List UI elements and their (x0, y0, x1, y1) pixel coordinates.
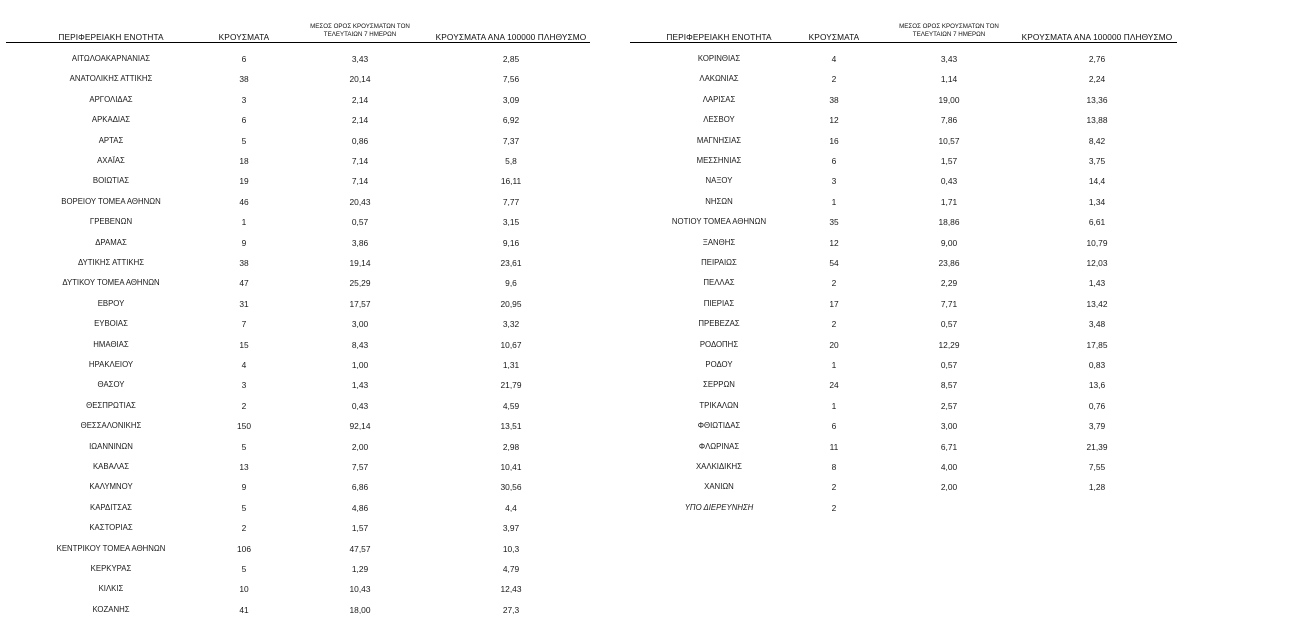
region-cell: ΠΕΛΛΑΣ (703, 278, 735, 288)
region-cell: ΥΠΟ ΔΙΕΡΕΥΝΗΣΗ (684, 502, 754, 512)
per100k-cell: 4,79 (502, 564, 520, 574)
region-cell: ΜΕΣΣΗΝΙΑΣ (696, 156, 742, 165)
region-cell: ΝΟΤΙΟΥ ΤΟΜΕΑ ΑΘΗΝΩΝ (671, 217, 767, 227)
region-cell: ΠΕΙΡΑΙΩΣ (701, 258, 737, 267)
region-cell: ΔΥΤΙΚΗΣ ΑΤΤΙΚΗΣ (77, 258, 145, 267)
region-cell: ΚΙΛΚΙΣ (98, 584, 124, 594)
cases-cell: 8 (831, 462, 837, 472)
region-cell: ΑΡΤΑΣ (98, 135, 124, 145)
per100k-cell: 10,79 (1086, 237, 1108, 248)
avg7-cell: 1,14 (940, 74, 958, 85)
cases-cell: 1 (831, 196, 837, 207)
per100k-cell: 7,55 (1088, 462, 1106, 472)
region-cell: ΦΘΙΩΤΙΔΑΣ (697, 421, 741, 431)
per100k-cell: 13,36 (1086, 94, 1108, 105)
avg7-cell: 19,14 (349, 258, 371, 268)
header-cases: ΚΡΟΥΣΜΑΤΑ (218, 32, 270, 42)
per100k-cell: 2,98 (502, 441, 520, 452)
per100k-cell: 13,42 (1086, 298, 1108, 309)
cases-cell: 9 (241, 237, 247, 248)
avg7-cell: 2,14 (351, 115, 369, 126)
region-cell: ΞΑΝΘΗΣ (702, 237, 736, 247)
avg7-cell: 1,43 (351, 380, 369, 391)
header-region: ΠΕΡΙΦΕΡΕΙΑΚΗ ΕΝΟΤΗΤΑ (58, 32, 164, 42)
per100k-cell: 3,09 (502, 94, 520, 105)
header-avg7-line1: ΜΕΣΟΣ ΟΡΟΣ ΚΡΟΥΣΜΑΤΩΝ ΤΟΝ (899, 23, 999, 30)
cases-cell: 2 (241, 400, 247, 411)
avg7-cell: 20,43 (349, 196, 371, 207)
cases-cell: 4 (241, 360, 247, 370)
avg7-cell: 4,86 (351, 502, 369, 513)
header-avg7-line2: ΤΕΛΕΥΤΑΙΩΝ 7 ΗΜΕΡΩΝ (912, 31, 986, 39)
region-cell: ΚΕΝΤΡΙΚΟΥ ΤΟΜΕΑ ΑΘΗΝΩΝ (56, 543, 166, 553)
per100k-cell: 12,03 (1086, 258, 1108, 268)
per100k-cell: 6,61 (1088, 217, 1106, 228)
region-cell: ΠΙΕΡΙΑΣ (703, 298, 735, 308)
avg7-cell: 3,00 (351, 319, 369, 330)
per100k-cell: 3,32 (502, 319, 520, 330)
per100k-cell: 1,43 (1088, 278, 1106, 289)
avg7-cell: 7,86 (940, 115, 958, 126)
region-cell: ΚΑΣΤΟΡΙΑΣ (89, 523, 133, 533)
avg7-cell: 0,57 (351, 217, 369, 228)
header-per100k: ΚΡΟΥΣΜΑΤΑ ΑΝΑ 100000 ΠΛΗΘΥΣΜΟ (435, 32, 587, 42)
region-cell: ΚΟΡΙΝΘΙΑΣ (697, 54, 741, 63)
avg7-cell: 1,57 (351, 523, 369, 534)
region-cell: ΚΟΖΑΝΗΣ (92, 604, 130, 614)
per100k-cell: 13,88 (1086, 115, 1108, 126)
cases-cell: 6 (241, 115, 247, 126)
cases-cell: 5 (241, 564, 247, 574)
avg7-cell: 8,43 (351, 339, 369, 350)
avg7-cell: 1,71 (940, 196, 958, 207)
avg7-cell: 18,86 (938, 217, 960, 228)
avg7-cell: 6,86 (351, 482, 369, 493)
per100k-cell: 21,79 (500, 380, 522, 391)
region-cell: ΝΑΞΟΥ (705, 176, 733, 186)
header-avg7-line2: ΤΕΛΕΥΤΑΙΩΝ 7 ΗΜΕΡΩΝ (323, 31, 397, 39)
per100k-cell: 12,43 (500, 584, 522, 595)
avg7-cell: 7,14 (351, 176, 369, 187)
cases-cell: 16 (829, 135, 839, 146)
cases-cell: 9 (241, 482, 247, 493)
per100k-cell: 14,4 (1088, 176, 1106, 187)
avg7-cell: 2,00 (940, 482, 958, 493)
per100k-cell: 8,42 (1088, 135, 1106, 146)
region-cell: ΚΑΡΔΙΤΣΑΣ (90, 502, 132, 512)
region-cell: ΚΑΛΥΜΝΟΥ (89, 482, 133, 492)
region-cell: ΒΟΙΩΤΙΑΣ (92, 176, 130, 186)
cases-cell: 7 (241, 319, 247, 330)
avg7-cell: 2,00 (351, 441, 369, 452)
per100k-cell: 0,83 (1088, 360, 1106, 370)
region-cell: ΦΛΩΡΙΝΑΣ (698, 441, 740, 451)
cases-cell: 47 (239, 278, 249, 289)
region-cell: ΑΧΑΪΑΣ (97, 156, 125, 165)
per100k-cell: 16,11 (500, 176, 522, 187)
avg7-cell: 7,14 (351, 156, 369, 166)
per100k-cell: 2,85 (502, 54, 520, 64)
avg7-cell: 0,43 (940, 176, 958, 187)
region-cell: ΧΑΝΙΩΝ (704, 482, 734, 492)
region-cell: ΓΡΕΒΕΝΩΝ (89, 217, 133, 227)
region-cell: ΣΕΡΡΩΝ (703, 380, 735, 390)
header-cases: ΚΡΟΥΣΜΑΤΑ (808, 32, 860, 42)
avg7-cell: 17,57 (349, 298, 371, 309)
avg7-cell: 23,86 (938, 258, 960, 268)
per100k-cell: 3,79 (1088, 421, 1106, 432)
cases-cell: 5 (241, 135, 247, 146)
region-cell: ΙΩΑΝΝΙΝΩΝ (89, 441, 133, 451)
region-cell: ΤΡΙΚΑΛΩΝ (699, 400, 739, 410)
per100k-cell: 0,76 (1088, 400, 1106, 411)
per100k-cell: 3,48 (1088, 319, 1106, 330)
region-cell: ΧΑΛΚΙΔΙΚΗΣ (695, 462, 742, 471)
header-region: ΠΕΡΙΦΕΡΕΙΑΚΗ ΕΝΟΤΗΤΑ (666, 32, 772, 42)
cases-cell: 31 (239, 298, 249, 309)
region-cell: ΝΗΣΩΝ (705, 196, 733, 206)
avg7-cell: 10,43 (349, 584, 371, 595)
avg7-cell: 8,57 (940, 380, 958, 391)
region-cell: ΡΟΔΟΠΗΣ (699, 339, 739, 349)
cases-cell: 20 (829, 339, 839, 350)
region-cell: ΘΕΣΣΑΛΟΝΙΚΗΣ (80, 421, 142, 431)
avg7-cell: 18,00 (349, 604, 371, 615)
cases-cell: 38 (239, 258, 249, 268)
avg7-cell: 9,00 (940, 237, 958, 248)
cases-cell: 2 (831, 74, 837, 85)
cases-cell: 2 (241, 523, 247, 534)
per100k-cell: 5,8 (505, 156, 517, 166)
cases-cell: 2 (831, 502, 837, 513)
header-avg7-line1: ΜΕΣΟΣ ΟΡΟΣ ΚΡΟΥΣΜΑΤΩΝ ΤΟΝ (310, 23, 410, 30)
cases-cell: 38 (239, 74, 249, 85)
cases-cell: 5 (241, 441, 247, 452)
region-cell: ΔΡΑΜΑΣ (95, 237, 127, 247)
per100k-cell: 23,61 (500, 258, 522, 268)
per100k-cell: 4,4 (505, 502, 517, 513)
region-cell: ΗΡΑΚΛΕΙΟΥ (88, 360, 134, 369)
cases-cell: 41 (239, 604, 249, 615)
avg7-cell: 3,86 (351, 237, 369, 248)
cases-cell: 106 (237, 543, 251, 554)
header-avg7 (298, 23, 422, 39)
avg7-cell: 92,14 (349, 421, 371, 432)
region-cell: ΘΑΣΟΥ (97, 380, 125, 390)
cases-cell: 3 (831, 176, 837, 187)
cases-cell: 2 (831, 482, 837, 493)
region-cell: ΡΟΔΟΥ (705, 360, 733, 369)
per100k-cell: 10,41 (500, 462, 522, 472)
region-cell: ΛΑΡΙΣΑΣ (702, 94, 736, 104)
per100k-cell: 3,75 (1088, 156, 1106, 166)
cases-cell: 12 (829, 115, 839, 126)
avg7-cell: 3,43 (351, 54, 369, 64)
region-cell: ΒΟΡΕΙΟΥ ΤΟΜΕΑ ΑΘΗΝΩΝ (61, 196, 161, 206)
per100k-cell: 3,15 (502, 217, 520, 228)
cases-cell: 15 (239, 339, 249, 350)
per100k-cell: 10,67 (500, 339, 522, 350)
region-cell: ΛΕΣΒΟΥ (703, 115, 735, 125)
cases-cell: 46 (239, 196, 249, 207)
header-rule (6, 42, 590, 43)
avg7-cell: 3,43 (940, 54, 958, 64)
cases-cell: 6 (831, 421, 837, 432)
avg7-cell: 2,57 (940, 400, 958, 411)
cases-cell: 1 (831, 360, 837, 370)
avg7-cell: 25,29 (349, 278, 371, 289)
avg7-cell: 3,00 (940, 421, 958, 432)
per100k-cell: 2,76 (1088, 54, 1106, 64)
cases-cell: 2 (831, 319, 837, 330)
avg7-cell: 7,71 (940, 298, 958, 309)
cases-cell: 17 (829, 298, 839, 309)
per100k-cell: 6,92 (502, 115, 520, 126)
avg7-cell: 4,00 (940, 462, 958, 472)
per100k-cell: 4,59 (502, 400, 520, 411)
avg7-cell: 6,71 (940, 441, 958, 452)
cases-cell: 38 (829, 94, 839, 105)
region-cell: ΛΑΚΩΝΙΑΣ (699, 74, 739, 84)
region-cell: ΠΡΕΒΕΖΑΣ (698, 319, 740, 329)
cases-cell: 19 (239, 176, 249, 187)
avg7-cell: 2,14 (351, 94, 369, 105)
region-cell: ΘΕΣΠΡΩΤΙΑΣ (86, 400, 136, 410)
cases-cell: 13 (239, 462, 249, 472)
avg7-cell: 7,57 (351, 462, 369, 472)
cases-cell: 1 (241, 217, 247, 228)
per100k-cell: 2,24 (1088, 74, 1106, 85)
cases-cell: 54 (829, 258, 839, 268)
avg7-cell: 0,86 (351, 135, 369, 146)
per100k-cell: 7,77 (502, 196, 520, 207)
avg7-cell: 19,00 (938, 94, 960, 105)
cases-cell: 35 (829, 217, 839, 228)
avg7-cell: 47,57 (349, 543, 371, 554)
cases-cell: 150 (237, 421, 251, 432)
avg7-cell: 0,57 (940, 360, 958, 370)
cases-cell: 18 (239, 156, 249, 166)
avg7-cell: 10,57 (938, 135, 960, 146)
region-cell: ΜΑΓΝΗΣΙΑΣ (696, 135, 742, 145)
per100k-cell: 10,3 (502, 543, 520, 554)
region-cell: ΗΜΑΘΙΑΣ (93, 339, 129, 349)
region-cell: ΕΒΡΟΥ (97, 298, 125, 308)
per100k-cell: 30,56 (500, 482, 522, 493)
region-cell: ΑΙΤΩΛΟΑΚΑΡΝΑΝΙΑΣ (71, 54, 151, 63)
cases-cell: 11 (829, 441, 839, 452)
cases-cell: 4 (831, 54, 837, 64)
per100k-cell: 7,56 (502, 74, 520, 85)
avg7-cell: 12,29 (938, 339, 960, 350)
region-cell: ΕΥΒΟΙΑΣ (94, 319, 128, 329)
avg7-cell: 0,43 (351, 400, 369, 411)
per100k-cell: 1,31 (502, 360, 520, 370)
cases-cell: 1 (831, 400, 837, 411)
region-cell: ΔΥΤΙΚΟΥ ΤΟΜΕΑ ΑΘΗΝΩΝ (62, 278, 160, 288)
avg7-cell: 1,57 (940, 156, 958, 166)
per100k-cell: 20,95 (500, 298, 522, 309)
cases-cell: 3 (241, 94, 247, 105)
cases-cell: 24 (829, 380, 839, 391)
header-per100k: ΚΡΟΥΣΜΑΤΑ ΑΝΑ 100000 ΠΛΗΘΥΣΜΟ (1021, 32, 1173, 42)
per100k-cell: 27,3 (502, 604, 520, 615)
cases-cell: 12 (829, 237, 839, 248)
per100k-cell: 13,51 (500, 421, 522, 432)
per100k-cell: 13,6 (1088, 380, 1106, 391)
region-cell: ΑΡΚΑΔΙΑΣ (91, 115, 131, 125)
per100k-cell: 17,85 (1086, 339, 1108, 350)
avg7-cell: 1,00 (351, 360, 369, 370)
cases-cell: 5 (241, 502, 247, 513)
avg7-cell: 20,14 (349, 74, 371, 85)
cases-cell: 2 (831, 278, 837, 289)
cases-cell: 3 (241, 380, 247, 391)
per100k-cell: 9,16 (502, 237, 520, 248)
per100k-cell: 1,34 (1088, 196, 1106, 207)
header-rule (630, 42, 1177, 43)
per100k-cell: 3,97 (502, 523, 520, 534)
region-cell: ΚΕΡΚΥΡΑΣ (90, 564, 132, 573)
per100k-cell: 9,6 (505, 278, 517, 289)
cases-cell: 10 (239, 584, 249, 595)
cases-cell: 6 (831, 156, 837, 166)
cases-cell: 6 (241, 54, 247, 64)
region-cell: ΚΑΒΑΛΑΣ (92, 462, 130, 471)
per100k-cell: 1,28 (1088, 482, 1106, 493)
avg7-cell: 2,29 (940, 278, 958, 289)
header-avg7 (887, 23, 1011, 39)
per100k-cell: 7,37 (502, 135, 520, 146)
avg7-cell: 0,57 (940, 319, 958, 330)
region-cell: ΑΝΑΤΟΛΙΚΗΣ ΑΤΤΙΚΗΣ (69, 74, 153, 84)
avg7-cell: 1,29 (351, 564, 369, 574)
per100k-cell: 21,39 (1086, 441, 1108, 452)
region-cell: ΑΡΓΟΛΙΔΑΣ (89, 94, 133, 104)
